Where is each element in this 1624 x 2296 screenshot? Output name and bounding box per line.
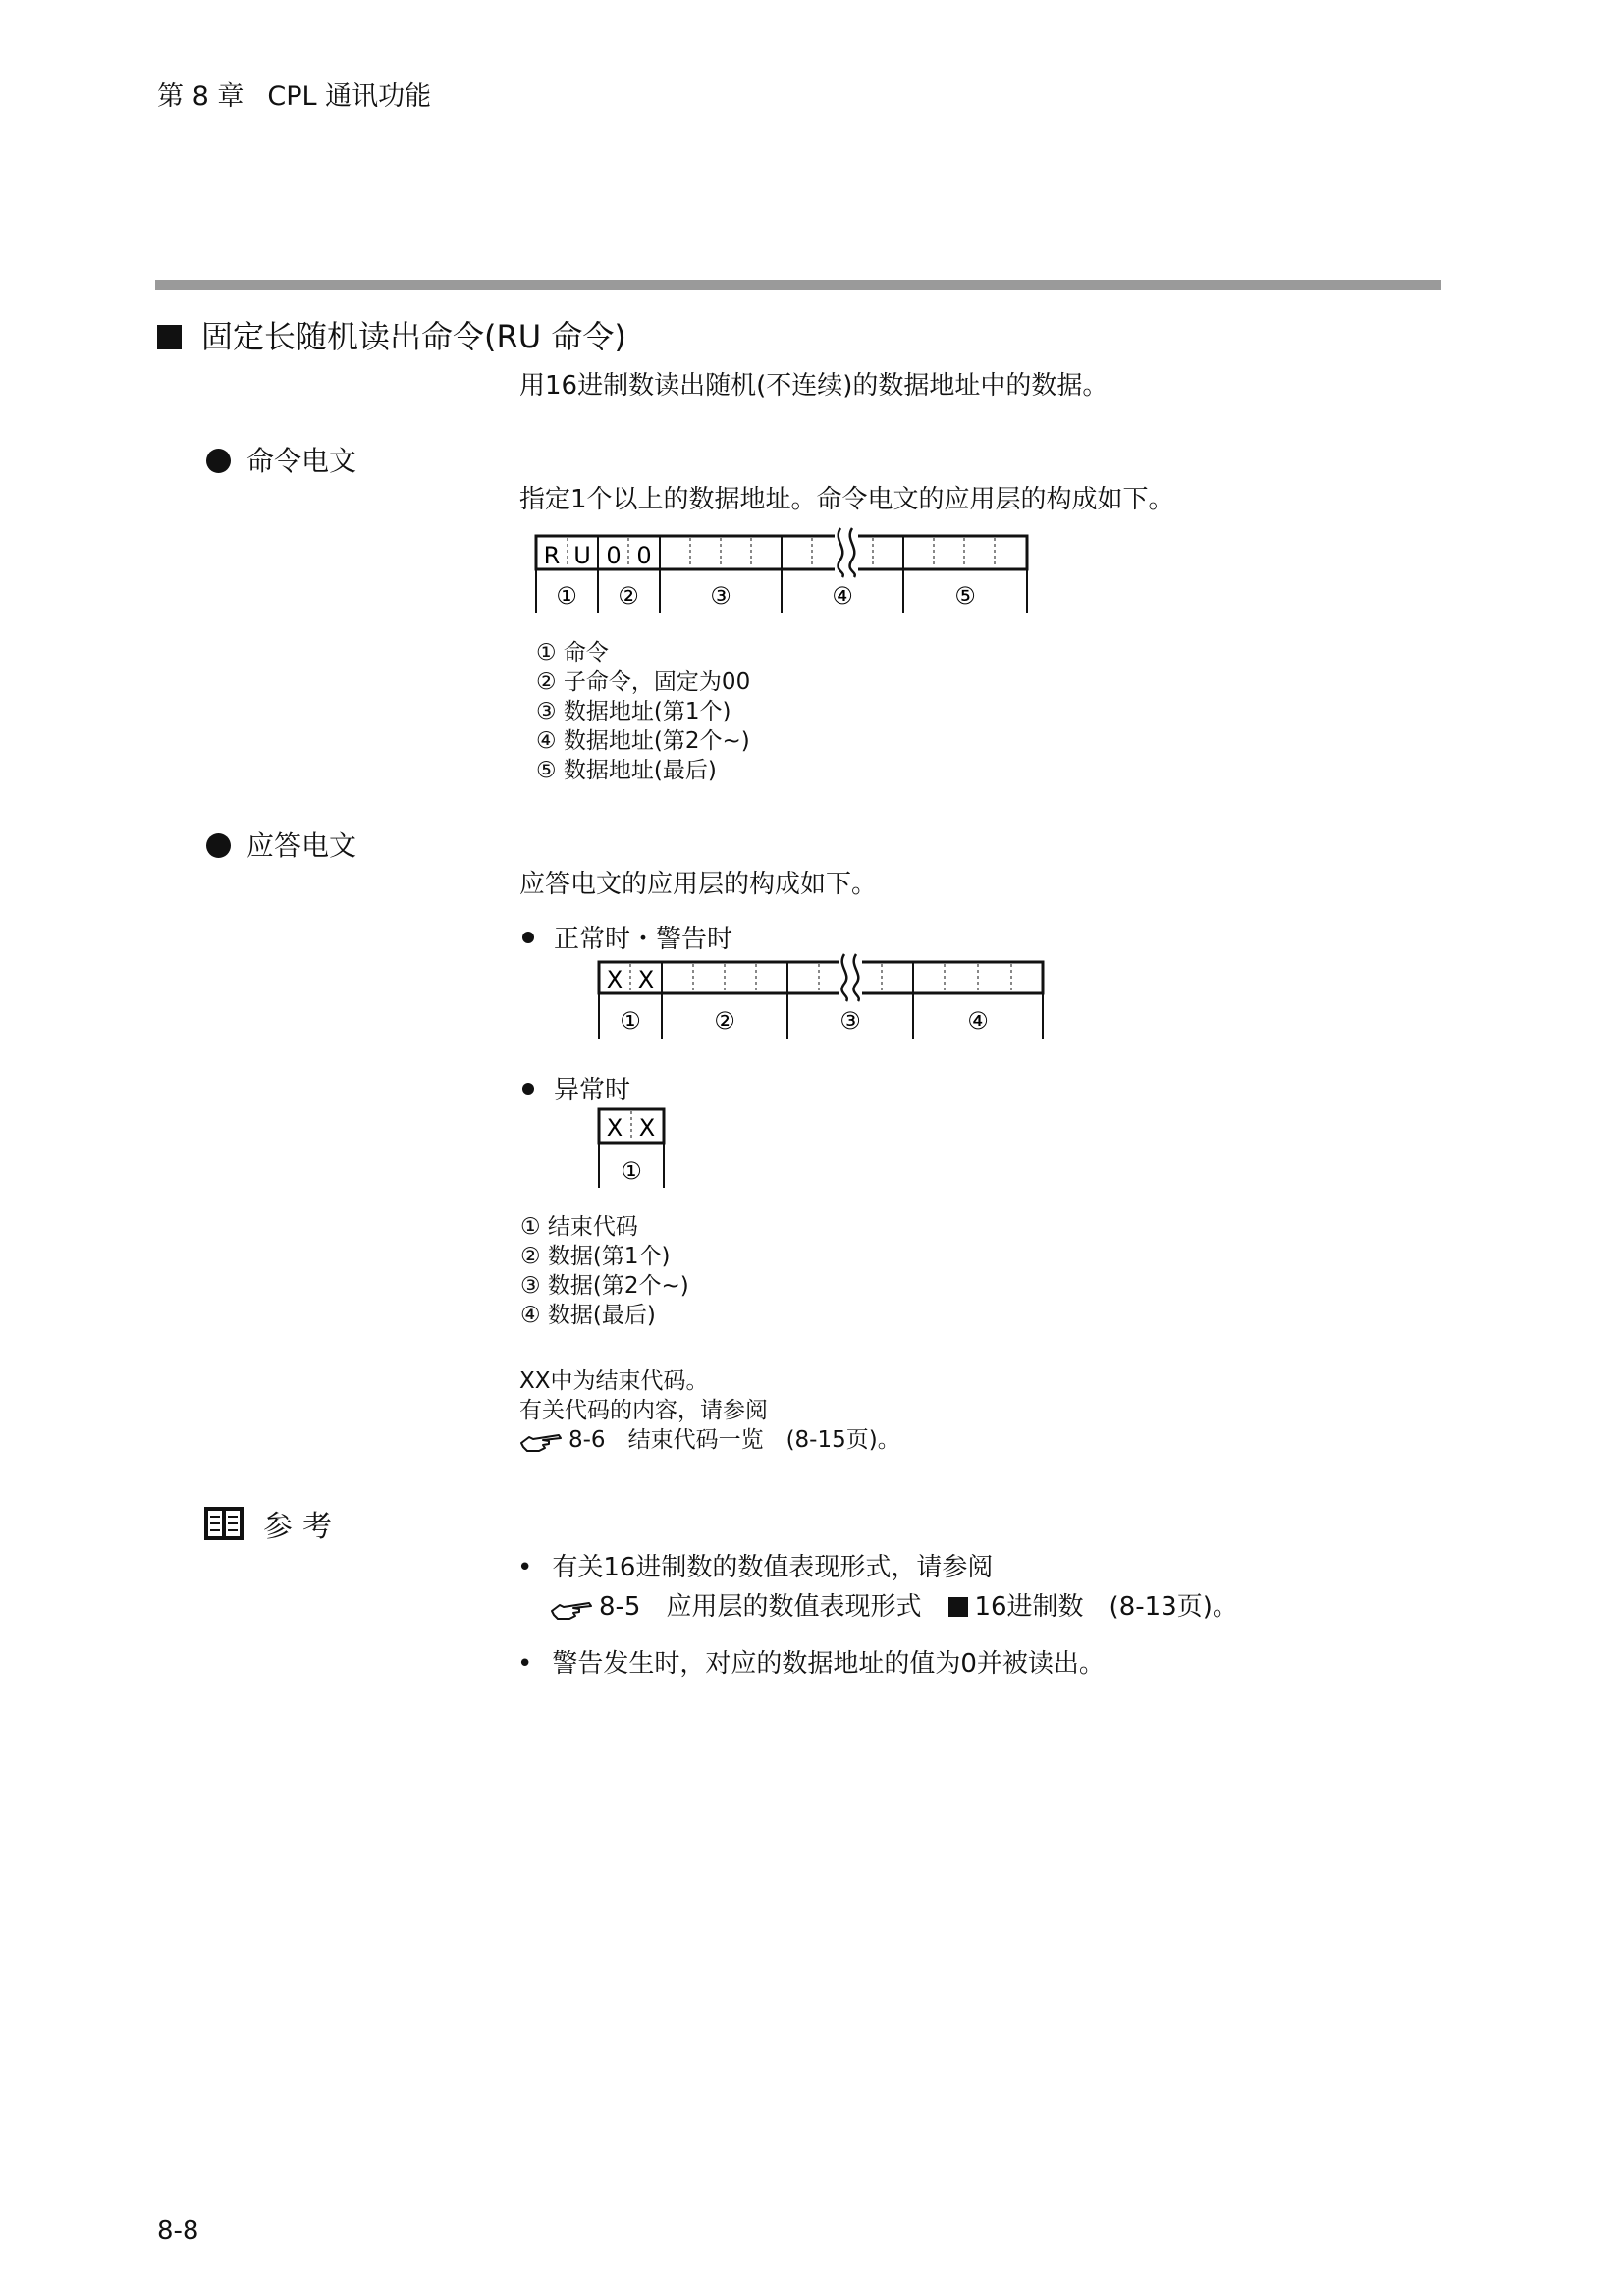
frame-marker: ② — [618, 582, 639, 610]
frame-char: X — [637, 966, 655, 993]
frame-marker: ① — [621, 1157, 642, 1185]
legend-item: ① 结束代码 — [520, 1214, 638, 1240]
frame-char: 0 — [606, 542, 622, 569]
legend-item: ② 子命令，固定为00 — [536, 669, 751, 695]
pointing-hand-icon — [519, 1429, 563, 1461]
response-legend — [520, 1212, 689, 1330]
abnormal-response-diagram — [593, 1101, 672, 1192]
frame-marker: ① — [620, 1007, 641, 1035]
command-heading: 命令电文 — [206, 440, 356, 479]
frame-char: X — [606, 1114, 623, 1142]
note-line — [519, 1425, 900, 1461]
frame-char: X — [638, 1114, 656, 1142]
command-legend — [536, 638, 750, 785]
page-number: 8-8 — [157, 2216, 199, 2246]
book-icon — [202, 1505, 245, 1550]
chapter-number: 第 8 章 — [157, 81, 244, 112]
frame-marker: ③ — [710, 582, 731, 610]
chapter-title: CPL 通讯功能 — [267, 81, 432, 112]
legend-item: ⑤ 数据地址(最后) — [536, 758, 717, 783]
section-title: 固定长随机读出命令(RU 命令) — [157, 312, 626, 357]
frame-marker: ① — [556, 582, 577, 610]
reference-heading: 参考 — [202, 1502, 342, 1550]
frame-marker: ③ — [839, 1007, 861, 1035]
command-description: 指定1个以上的数据地址。命令电文的应用层的构成如下。 — [519, 485, 1174, 514]
note-line: XX中为结束代码。 — [519, 1368, 709, 1394]
pointing-hand-icon — [550, 1597, 593, 1628]
legend-item: ② 数据(第1个) — [520, 1244, 671, 1269]
note-line: 有关代码的内容，请参阅 — [519, 1398, 768, 1423]
section-intro: 用16进制数读出随机(不连续)的数据地址中的数据。 — [519, 371, 1109, 400]
legend-item: ④ 数据(最后) — [520, 1303, 656, 1328]
reference-crossref-line — [550, 1586, 1238, 1628]
small-bullet-icon — [522, 1083, 534, 1095]
frame-marker: ② — [714, 1007, 735, 1035]
response-description: 应答电文的应用层的构成如下。 — [519, 870, 878, 899]
frame-char: X — [606, 966, 623, 993]
legend-item: ④ 数据地址(第2个~) — [536, 728, 750, 754]
frame-marker: ④ — [832, 582, 853, 610]
legend-item: ③ 数据地址(第1个) — [536, 699, 731, 724]
section-divider — [155, 280, 1441, 290]
cross-reference-link[interactable]: 8-6 结束代码一览 (8-15页)。 — [568, 1427, 900, 1453]
response-notes — [519, 1366, 900, 1461]
response-heading: 应答电文 — [206, 825, 356, 864]
legend-item: ① 命令 — [536, 640, 609, 666]
abnormal-case-label: 异常时 — [522, 1070, 630, 1106]
frame-marker: ④ — [967, 1007, 989, 1035]
cross-reference-link[interactable]: 16进制数 (8-13页)。 — [974, 1592, 1238, 1622]
frame-char: U — [573, 542, 591, 569]
square-bullet-icon — [948, 1597, 968, 1617]
command-frame-diagram — [530, 526, 1041, 616]
reference-bullet-1: • 有关16进制数的数值表现形式，请参阅 — [517, 1553, 994, 1582]
frame-marker: ⑤ — [954, 582, 976, 610]
normal-response-diagram — [593, 952, 1045, 1042]
running-header — [157, 75, 431, 113]
bullet-icon — [206, 449, 231, 473]
frame-char: R — [543, 542, 561, 569]
bullet-icon — [206, 833, 231, 858]
frame-char: 0 — [636, 542, 652, 569]
square-bullet-icon — [157, 325, 182, 349]
reference-bullet-2: • 警告发生时，对应的数据地址的值为0并被读出。 — [517, 1649, 1105, 1679]
normal-case-label: 正常时・警告时 — [522, 919, 732, 955]
cross-reference-link[interactable]: 8-5 应用层的数值表现形式 — [599, 1592, 922, 1622]
small-bullet-icon — [522, 932, 534, 943]
legend-item: ③ 数据(第2个~) — [520, 1273, 689, 1299]
